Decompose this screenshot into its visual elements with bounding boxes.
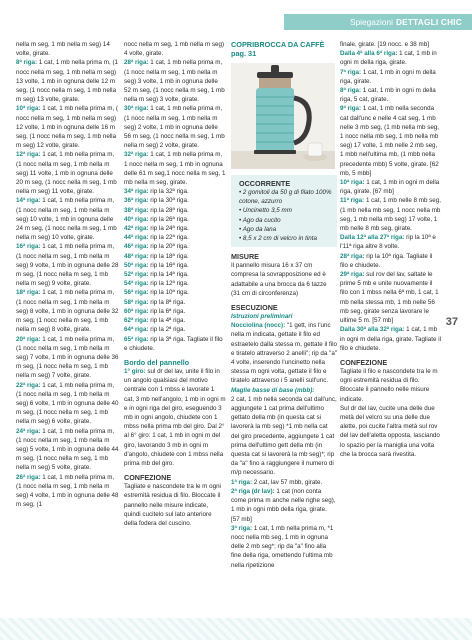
paragraph: 52ª riga: rip la 14ª riga.: [124, 271, 189, 279]
row-label: 28ª riga:: [124, 59, 149, 67]
instructions-heading: ESECUZIONE: [231, 303, 278, 313]
paragraph: 10ª riga: 1 cat, 1 mb nella prima m, ( nocc nella m seg, 1 mb nella m seg) 12 volte, 1 mb in ognuna delle 16 m seg, (1 nocc nella m seg, 1 mb nella m seg) 12 volte, girate.: [16, 105, 119, 150]
column-4: [340, 40, 442, 459]
paragraph: 1° giro: sul dr del lav, unite il filo in un angolo qualsiasi del motivo centrale con 1 mbss e lavorate 1 cat, 3 mb nell'angolo, 1 mb in ogni m e in ogni riga del giro, eseguendo 3 mb in ogni angolo, chiudete con 1 mbss nella prima mb del giro. Dal 2° al 6° giro: 1 cat, 1 mb in ogni m del giro, lavorando 3 mb in ogni m d'angolo, chiudete con 1 mbss nella prima mb del giro.: [124, 367, 226, 467]
row-label: 30ª riga:: [124, 105, 149, 113]
paragraph: 18ª riga: 1 cat, 1 mb nella prima m, (1 nocc nella m seg, 1 mb nella m seg) 8 volte, 1 mb in ognuna delle 32 m seg, (1 nocc nella m seg, 1 mb nella m seg) 8 volte, girate.: [16, 289, 119, 334]
row-label: 65ª riga:: [124, 335, 149, 343]
cafetiere-illustration: [231, 63, 335, 169]
base-stitch-heading: Maglie basse di base (mbb):: [231, 386, 315, 394]
paragraph: 44ª riga: rip la 22ª riga.: [124, 234, 189, 242]
column-3: [231, 40, 337, 570]
paragraph: 32ª riga: 1 cat, 1 mb nella prima m, 1 nocc nella m seg, 1 mb in ognuna delle 61 m seg,1 nocc nella m seg, 1 mb nella m seg, girate.: [124, 151, 226, 187]
size-heading: MISURE: [231, 252, 259, 262]
paragraph: nocc nella m seg, 1 mb nella m seg) 4 volte, girate.: [124, 41, 225, 58]
row-label: 64ª riga:: [124, 326, 149, 334]
column-2: [124, 40, 226, 528]
paragraph: 7ª riga: 1 cat, 1 mb in ogni m della riga, girate.: [340, 68, 436, 85]
row-label: 16ª riga:: [16, 243, 41, 251]
preliminary-heading: Istruzioni preliminari: [231, 313, 293, 321]
row-label: 29ª riga:: [340, 271, 365, 279]
paragraph: 40ª riga: rip la 26ª riga.: [124, 215, 189, 223]
paragraph: 54ª riga: rip la 12ª riga.: [124, 280, 189, 288]
row-label: 14ª riga:: [16, 197, 41, 205]
row-label: 8ª riga:: [340, 87, 362, 95]
row-label: 28ª riga:: [340, 252, 365, 260]
row-label: 48ª riga:: [124, 252, 149, 260]
materials-item: • 2 gomitoli da 50 g di filato 100% cotone, azzurro: [239, 189, 332, 206]
paragraph: 50ª riga: rip la 16ª riga.: [124, 261, 189, 269]
paragraph: 16ª riga: 1 cat, 1 mb nella prima m, (1 nocc nella m seg, 1 mb nella m seg) 9 volte, 1 mb in ognuna delle 28 m seg, (1 nocc nella m seg, 1 mb nella m seg) 9 volte, girate.: [16, 243, 119, 288]
row-label: 10ª riga:: [340, 179, 365, 187]
row-label: 38ª riga:: [124, 206, 149, 214]
row-label: 32ª riga:: [124, 151, 149, 159]
row-label: 1° giro:: [124, 367, 146, 375]
row-label: 11ª riga:: [340, 197, 365, 205]
paragraph: 42ª riga: rip la 24ª riga.: [124, 225, 189, 233]
paragraph: 8ª riga: 1 cat, 1 mb in ogni m della riga, 5 cat, girate.: [340, 87, 436, 104]
paragraph: 46ª riga: rip la 20ª riga.: [124, 243, 189, 251]
row-label: 18ª riga:: [16, 289, 41, 297]
row-label: 50ª riga:: [124, 261, 149, 269]
row-label: 52ª riga:: [124, 271, 149, 279]
row-label: 26ª riga:: [16, 473, 41, 481]
pattern-title: COPRIBROCCA DA CAFFÈ: [231, 40, 325, 49]
row-label: 1ª riga:: [231, 478, 253, 486]
paragraph: 48ª riga: rip la 18ª riga.: [124, 252, 189, 260]
row-label: 42ª riga:: [124, 225, 149, 233]
paragraph: 20ª riga: 1 cat, 1 mb nella prima m, (1 nocc nella m seg, 1 mb nella m seg) 7 volte, 1 mb in ognuna delle 36 m seg, (1 nocc nella m seg, 1 mb nella m seg) 7 volte, girate.: [16, 335, 119, 380]
materials-item: • Ago da cucito: [239, 216, 281, 224]
row-label: Dalla 30ª alla 32ª riga:: [340, 326, 405, 334]
row-label: 3ª riga:: [231, 524, 253, 532]
row-label: 9ª riga:: [340, 105, 362, 113]
row-label: 24ª riga:: [16, 427, 41, 435]
paragraph: 64ª riga: rip la 2ª riga.: [124, 326, 186, 334]
paragraph: Dalla 4ª alla 6ª riga: 1 cat, 1 mb in ogni m della riga, girate.: [340, 50, 437, 67]
row-label: 8ª riga:: [16, 59, 38, 67]
paragraph: Tagliate il filo e nascondete tra le m ogni estremità residua di filo. Bloccate il pannello nelle misure indicate.: [340, 367, 438, 403]
finishing-heading: CONFEZIONE: [124, 473, 172, 483]
row-label: 58ª riga:: [124, 298, 149, 306]
paragraph: 12ª riga: 1 cat, 1 mb nella prima m, (1 nocc nella m seg, 1 mb nella m seg) 11 volte, 1 mb in ognuna delle 20 m seg, (1 nocc nella m seg, 1 mb nella m seg) 11 volte, girate.: [16, 151, 117, 196]
row-label: 10ª riga:: [16, 105, 41, 113]
row-label: 12ª riga:: [16, 151, 41, 159]
row-label: 46ª riga:: [124, 243, 149, 251]
paragraph: Il pannello misura 16 x 37 cm compresa la sovrapposizione ed è adattabile a una brocca da 6 tazze (31 cm di circonferenza): [231, 262, 327, 297]
page-number: 37: [445, 316, 458, 328]
row-label: 56ª riga:: [124, 289, 149, 297]
paragraph: 28ª riga: 1 cat, 1 mb nella prima m, (1 nocc nella m seg, 1 mb nella m seg) 3 volte, 1 mb in ognuna delle 52 m seg, (1 nocc nella m seg, 1 mb nella m seg) 3 volte, girate.: [124, 59, 225, 104]
column-1: [16, 40, 119, 509]
paragraph: 8ª riga: 1 cat, 1 mb nella prima m, (1 nocc nella m seg, 1 mb nella m seg) 13 volte, 1 mb in ognuna delle 12 m seg, (1 nocc nella m seg, 1 mb nella m seg) 13 volte, girate.: [16, 59, 119, 104]
paragraph: 3ª riga: 1 cat, 1 mb nella prima m, *1 nocc nella mb seg, 1 mb in ognuna delle 2 mb seg*; rip da "a" fino alla fine della riga, omettendo l'ultima mb nella ripetizione: [231, 524, 334, 569]
row-label: Dalla 4ª alla 6ª riga:: [340, 50, 398, 58]
row-label: 22ª riga:: [16, 381, 41, 389]
row-label: Dalla 12ª alla 27ª riga:: [340, 234, 405, 242]
materials-box: [231, 175, 337, 247]
row-label: 44ª riga:: [124, 234, 149, 242]
paragraph: Sul dr del lav, cucite una delle due metà del velcro su una delle due alette, poi cucite l'altra metà sul rov del lav dell'aletta opposta, lasciando lo spazio per la maniglia una volta che la brocca sarà rivestita.: [340, 404, 440, 458]
paragraph: 14ª riga: 1 cat, 1 mb nella prima m, (1 nocc nella m seg, 1 mb nella m seg) 10 volte, 1 mb in ognuna delle 24 m seg, (1 nocc nella m seg, 1 mb nella m seg) 10 volte, girate.: [16, 197, 117, 242]
paragraph: 58ª riga: rip la 8ª riga.: [124, 298, 186, 306]
paragraph: 1ª riga: 2 cat, lav 57 mbb, girate.: [231, 478, 323, 486]
paragraph: 10ª riga: 1 cat, 1 mb in ogni m della riga, girate. [67 mb]: [340, 179, 440, 196]
materials-heading: OCCORRENTE: [239, 179, 291, 188]
paragraph: 38ª riga: rip la 28ª riga.: [124, 206, 189, 214]
finishing-heading: CONFEZIONE: [340, 357, 388, 367]
row-label: Nocciolina (nocc):: [231, 322, 286, 330]
paragraph: finale, girate. [19 nocc. e 38 mb]: [340, 41, 429, 48]
paragraph: 60ª riga: rip la 6ª riga.: [124, 307, 186, 315]
row-label: 62ª riga:: [124, 317, 149, 325]
paragraph: 9ª riga: 1 cat, 1 mb nella seconda cat dall'unc e nelle 4 cat seg, 1 mb nelle 3 mb seg, (1 mb nella mb seg, 1 nocc nella mb seg, 1 mb nella mb seg) 17 volte, 1 mb nelle 2 mb seg, 1 mbb nell'ultima mb, (1 mbb nella precedente mbb) 5 volte, girate. [62 mb, 5 mbb]: [340, 105, 440, 177]
paragraph: 2ª riga (dr lav): 1 cat (non conta come prima m anche nelle righe seg), 1 mb in ogni mbb della riga, girate. [57 mb]: [231, 487, 336, 523]
cafetiere-cozy-photo: [231, 63, 335, 169]
paragraph: 28ª riga: rip la 10ª riga. Tagliate il filo e chiudete.: [340, 252, 433, 269]
paragraph: 24ª riga: 1 cat, 1 mb nella prima m, (1 nocc nella m seg, 1 mb nella m seg) 5 volte, 1 mb in ognuna delle 44 m seg, (1 nocc nella m seg, 1 mb nella m seg) 5 volte, girate.: [16, 427, 119, 472]
paragraph: 29ª riga: sul rov del lav, saltate le prime 5 mb e unite nuovamente il filo con 1 mbss nella 6ª mb, 1 cat, 1 mb nella stessa mb, 1 mb nelle 56 mb seg, girate senza lavorare le ultime 5 m. [57 mb]: [340, 271, 439, 325]
section-header: [284, 14, 472, 30]
pattern-page-ref: pag. 31: [231, 49, 257, 58]
paragraph: 65ª riga: rip la 3ª riga. Tagliate il filo e chiudete.: [124, 335, 223, 352]
paragraph: Nocciolina (nocc): "1 gett, ins l'unc nella m indicata, gettate il filo ed estraetelo dalla stessa m, gettate il filo e tiratelo attraverso 2 anelli"; rip da "a" 4 volte, inserendo l'uncinetto nella stessa m ogni volta, gettate il filo e tiratelo attraverso i 5 anelli sull'unc.: [231, 322, 338, 385]
row-label: 7ª riga:: [340, 68, 362, 76]
row-label: 36ª riga:: [124, 197, 149, 205]
row-label: 54ª riga:: [124, 280, 149, 288]
row-label: 20ª riga:: [16, 335, 41, 343]
row-label: 2ª riga (dr lav):: [231, 487, 275, 495]
row-label: 40ª riga:: [124, 215, 149, 223]
paragraph: 62ª riga: rip la 4ª riga.: [124, 317, 186, 325]
paragraph: 11ª riga: 1 cat, 1 mb nelle 8 mb seg, (1 mb nella mb seg, 1 nocc nella mb seg, 1 mb nella mb seg) 17 volte, 1 mb nelle 8 mb seg, girate.: [340, 197, 441, 233]
materials-item: • Uncinetto 3,5 mm: [239, 207, 292, 215]
paragraph: 34ª riga: rip la 32ª riga.: [124, 188, 189, 196]
decorative-footer: [0, 618, 472, 640]
materials-item: • Ago da lana: [239, 225, 277, 233]
row-label: 34ª riga:: [124, 188, 149, 196]
paragraph: 36ª riga: rip la 30ª riga.: [124, 197, 189, 205]
section-label: Spiegazioni: [350, 17, 393, 27]
row-label: 60ª riga:: [124, 307, 149, 315]
paragraph: nella m seg, 1 mb nella m seg) 14 volte, girate.: [16, 41, 110, 58]
materials-item: • 8,5 x 2 cm di velcro in tinta: [239, 235, 317, 243]
paragraph: 22ª riga: 1 cat, 1 mb nella prima m, (1 nocc nella m seg, 1 mb nella m seg) 6 volte, 1 mb in ognuna delle 40 m seg, (1 nocc nella m seg, 1 mb nella m seg) 6 volte, girate.: [16, 381, 119, 426]
paragraph: 56ª riga: rip la 10ª riga.: [124, 289, 189, 297]
paragraph: 30ª riga: 1 cat, 1 mb nella prima m, (1 nocc nella m seg, 1 mb nella m seg) 2 volte, 1 mb in ognuna delle 56 m seg, (1 nocc nella m seg, 1 mb nella m seg) 2 volte, girate.: [124, 105, 225, 150]
section-title: DETTAGLI CHIC: [395, 17, 462, 27]
border-heading: Bordo del pannello: [124, 357, 190, 367]
paragraph: 2 cat, 1 mb nella seconda cat dall'unc, aggiungete 1 cat prima dell'ultimo gettato della mb (in questa cat si lavorerà la mb seg) *1 mb nella cat del giro precedente, aggiungete 1 cat prima dell'ultimo gett della mb (in questa cat si lavorerà la mb seg)*; rip da "a" fino a raggiungere il numero di m/p necessario.: [231, 395, 337, 477]
paragraph: Dalla 12ª alla 27ª riga: rip la 10ª e l'11ª riga altre 8 volte.: [340, 234, 436, 251]
paragraph: 26ª riga: 1 cat, 1 mb nella prima m, (1 nocc nella m seg, 1 mb nella m seg) 4 volte, 1 mb in ognuna delle 48 m seg, (1: [16, 473, 119, 509]
paragraph: Tagliate e nascondete tra le m ogni estremità residua di filo. Bloccate il pannello nelle misure indicate, quindi cucitelo sul lato anteriore della fodera del cuscino.: [124, 483, 221, 527]
paragraph: Dalla 30ª alla 32ª riga: 1 cat, 1 mb in ogni m della riga, girate. Tagliate il filo e chiudete.: [340, 326, 441, 352]
